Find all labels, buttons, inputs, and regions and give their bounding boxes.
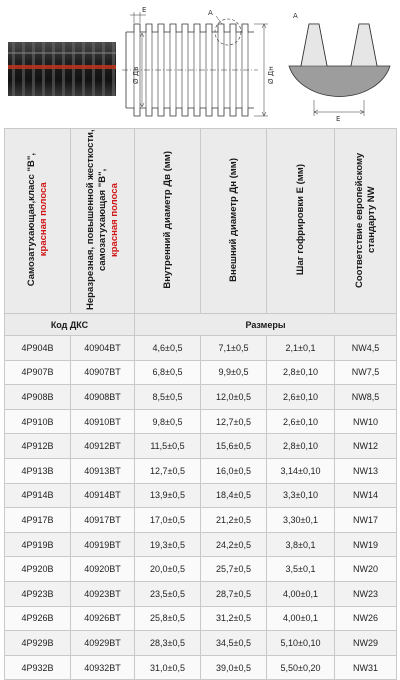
pitch-cell: 3,30±0,1 xyxy=(267,508,335,533)
code-bt-cell: 40929BT xyxy=(71,631,135,656)
code-b-cell: 4P904B xyxy=(5,336,71,361)
code-bt-cell: 40912BT xyxy=(71,434,135,459)
inner-diameter-cell: 6,8±0,5 xyxy=(135,360,201,385)
inner-diameter-cell: 19,3±0,5 xyxy=(135,532,201,557)
pitch-cell: 3,14±0,10 xyxy=(267,458,335,483)
table-row xyxy=(5,360,397,385)
pitch-cell: 4,00±0,1 xyxy=(267,606,335,631)
outer-diameter-cell: 25,7±0,5 xyxy=(201,557,267,582)
inner-diameter-cell: 20,0±0,5 xyxy=(135,557,201,582)
nw-cell: NW8,5 xyxy=(335,385,397,410)
code-b-cell: 4P920B xyxy=(5,557,71,582)
code-bt-cell: 40926BT xyxy=(71,606,135,631)
code-b-cell: 4P913B xyxy=(5,458,71,483)
outer-diameter-cell: 24,2±0,5 xyxy=(201,532,267,557)
column-header-rigid-self-extinguishing: Неразрезная, повышенной жесткости, самозатухающая "В", красная полоса xyxy=(71,129,135,314)
code-bt-cell: 40907BT xyxy=(71,360,135,385)
code-bt-cell: 40913BT xyxy=(71,458,135,483)
nw-cell: NW7,5 xyxy=(335,360,397,385)
nw-cell: NW10 xyxy=(335,409,397,434)
corrugation-detail-drawing xyxy=(283,4,396,124)
code-b-cell: 4P917B xyxy=(5,508,71,533)
outer-diameter-cell: 16,0±0,5 xyxy=(201,458,267,483)
spec-table xyxy=(4,128,397,680)
inner-diameter-cell: 25,8±0,5 xyxy=(135,606,201,631)
nw-cell: NW17 xyxy=(335,508,397,533)
column-header-row xyxy=(5,129,397,314)
table-row xyxy=(5,508,397,533)
table-row xyxy=(5,434,397,459)
outer-diameter-cell: 39,0±0,5 xyxy=(201,655,267,680)
pitch-cell: 2,8±0,10 xyxy=(267,434,335,459)
column-header-nw-standard: Соответствие европейскому стандарту NW xyxy=(335,129,397,314)
column-header-self-extinguishing: Самозатухающая,класс "В", красная полоса xyxy=(5,129,71,314)
table-row xyxy=(5,581,397,606)
inner-diameter-cell: 13,9±0,5 xyxy=(135,483,201,508)
outer-diameter-cell: 15,6±0,5 xyxy=(201,434,267,459)
pitch-cell: 3,3±0,10 xyxy=(267,483,335,508)
nw-cell: NW26 xyxy=(335,606,397,631)
nw-cell: NW19 xyxy=(335,532,397,557)
code-b-cell: 4P914B xyxy=(5,483,71,508)
table-row xyxy=(5,557,397,582)
group-header-sizes: Размеры xyxy=(135,314,397,336)
code-bt-cell: 40920BT xyxy=(71,557,135,582)
pitch-cell: 4,00±0,1 xyxy=(267,581,335,606)
outer-diameter-cell: 21,2±0,5 xyxy=(201,508,267,533)
code-bt-cell: 40919BT xyxy=(71,532,135,557)
nw-cell: NW4,5 xyxy=(335,336,397,361)
nw-cell: NW12 xyxy=(335,434,397,459)
outer-diameter-cell: 12,0±0,5 xyxy=(201,385,267,410)
code-b-cell: 4P912B xyxy=(5,434,71,459)
detail-a-title: A xyxy=(293,12,298,20)
outer-diameter-cell: 7,1±0,5 xyxy=(201,336,267,361)
code-b-cell: 4P932B xyxy=(5,655,71,680)
spec-table-body xyxy=(5,336,397,680)
inner-diameter-cell: 31,0±0,5 xyxy=(135,655,201,680)
column-header-pitch: Шаг гофрировки E (мм) xyxy=(267,129,335,314)
code-b-cell: 4P923B xyxy=(5,581,71,606)
table-row xyxy=(5,606,397,631)
detail-pitch-label: E xyxy=(336,115,341,123)
group-header-row xyxy=(5,314,397,336)
tube-profile-drawing xyxy=(118,4,278,124)
inner-diameter-cell: 23,5±0,5 xyxy=(135,581,201,606)
inner-diameter-cell: 4,6±0,5 xyxy=(135,336,201,361)
outer-diameter-cell: 28,7±0,5 xyxy=(201,581,267,606)
nw-cell: NW31 xyxy=(335,655,397,680)
nw-cell: NW14 xyxy=(335,483,397,508)
code-bt-cell: 40914BT xyxy=(71,483,135,508)
code-b-cell: 4P910B xyxy=(5,409,71,434)
code-b-cell: 4P919B xyxy=(5,532,71,557)
nw-cell: NW29 xyxy=(335,631,397,656)
detail-a-label: A xyxy=(208,9,213,17)
spec-table-container xyxy=(4,128,396,673)
pitch-cell: 3,8±0,1 xyxy=(267,532,335,557)
inner-diameter-cell: 11,5±0,5 xyxy=(135,434,201,459)
outer-diameter-cell: 31,2±0,5 xyxy=(201,606,267,631)
code-b-cell: 4P908B xyxy=(5,385,71,410)
table-row xyxy=(5,655,397,680)
table-row xyxy=(5,385,397,410)
pitch-cell: 2,6±0,10 xyxy=(267,385,335,410)
code-b-cell: 4P907B xyxy=(5,360,71,385)
code-bt-cell: 40908BT xyxy=(71,385,135,410)
inner-diameter-cell: 8,5±0,5 xyxy=(135,385,201,410)
inner-diameter-cell: 9,8±0,5 xyxy=(135,409,201,434)
code-bt-cell: 40932BT xyxy=(71,655,135,680)
nw-cell: NW20 xyxy=(335,557,397,582)
table-row xyxy=(5,336,397,361)
column-header-inner-diameter: Внутренний диаметр Дв (мм) xyxy=(135,129,201,314)
table-row xyxy=(5,631,397,656)
pitch-cell: 5,10±0,10 xyxy=(267,631,335,656)
red-stripe xyxy=(8,65,116,69)
pitch-cell: 5,50±0,20 xyxy=(267,655,335,680)
table-row xyxy=(5,458,397,483)
technical-drawings xyxy=(0,0,400,126)
inner-diameter-label: Ø Дв xyxy=(132,66,140,84)
code-bt-cell: 40917BT xyxy=(71,508,135,533)
pitch-cell: 2,1±0,1 xyxy=(267,336,335,361)
column-header-outer-diameter: Внешний диаметр Дн (мм) xyxy=(201,129,267,314)
nw-cell: NW23 xyxy=(335,581,397,606)
code-bt-cell: 40904BT xyxy=(71,336,135,361)
outer-diameter-cell: 9,9±0,5 xyxy=(201,360,267,385)
nw-cell: NW13 xyxy=(335,458,397,483)
pitch-cell: 3,5±0,1 xyxy=(267,557,335,582)
corrugated-tube-photo xyxy=(8,38,116,100)
outer-diameter-cell: 18,4±0,5 xyxy=(201,483,267,508)
code-bt-cell: 40910BT xyxy=(71,409,135,434)
code-bt-cell: 40923BT xyxy=(71,581,135,606)
code-b-cell: 4P926B xyxy=(5,606,71,631)
table-row xyxy=(5,532,397,557)
pitch-cell: 2,6±0,10 xyxy=(267,409,335,434)
inner-diameter-cell: 17,0±0,5 xyxy=(135,508,201,533)
table-row xyxy=(5,409,397,434)
code-b-cell: 4P929B xyxy=(5,631,71,656)
table-row xyxy=(5,483,397,508)
group-header-code: Код ДКС xyxy=(5,314,135,336)
outer-diameter-label: Ø Дн xyxy=(267,66,275,84)
inner-diameter-cell: 28,3±0,5 xyxy=(135,631,201,656)
outer-diameter-cell: 12,7±0,5 xyxy=(201,409,267,434)
inner-diameter-cell: 12,7±0,5 xyxy=(135,458,201,483)
pitch-label: E xyxy=(142,6,147,14)
pitch-cell: 2,8±0,10 xyxy=(267,360,335,385)
outer-diameter-cell: 34,5±0,5 xyxy=(201,631,267,656)
